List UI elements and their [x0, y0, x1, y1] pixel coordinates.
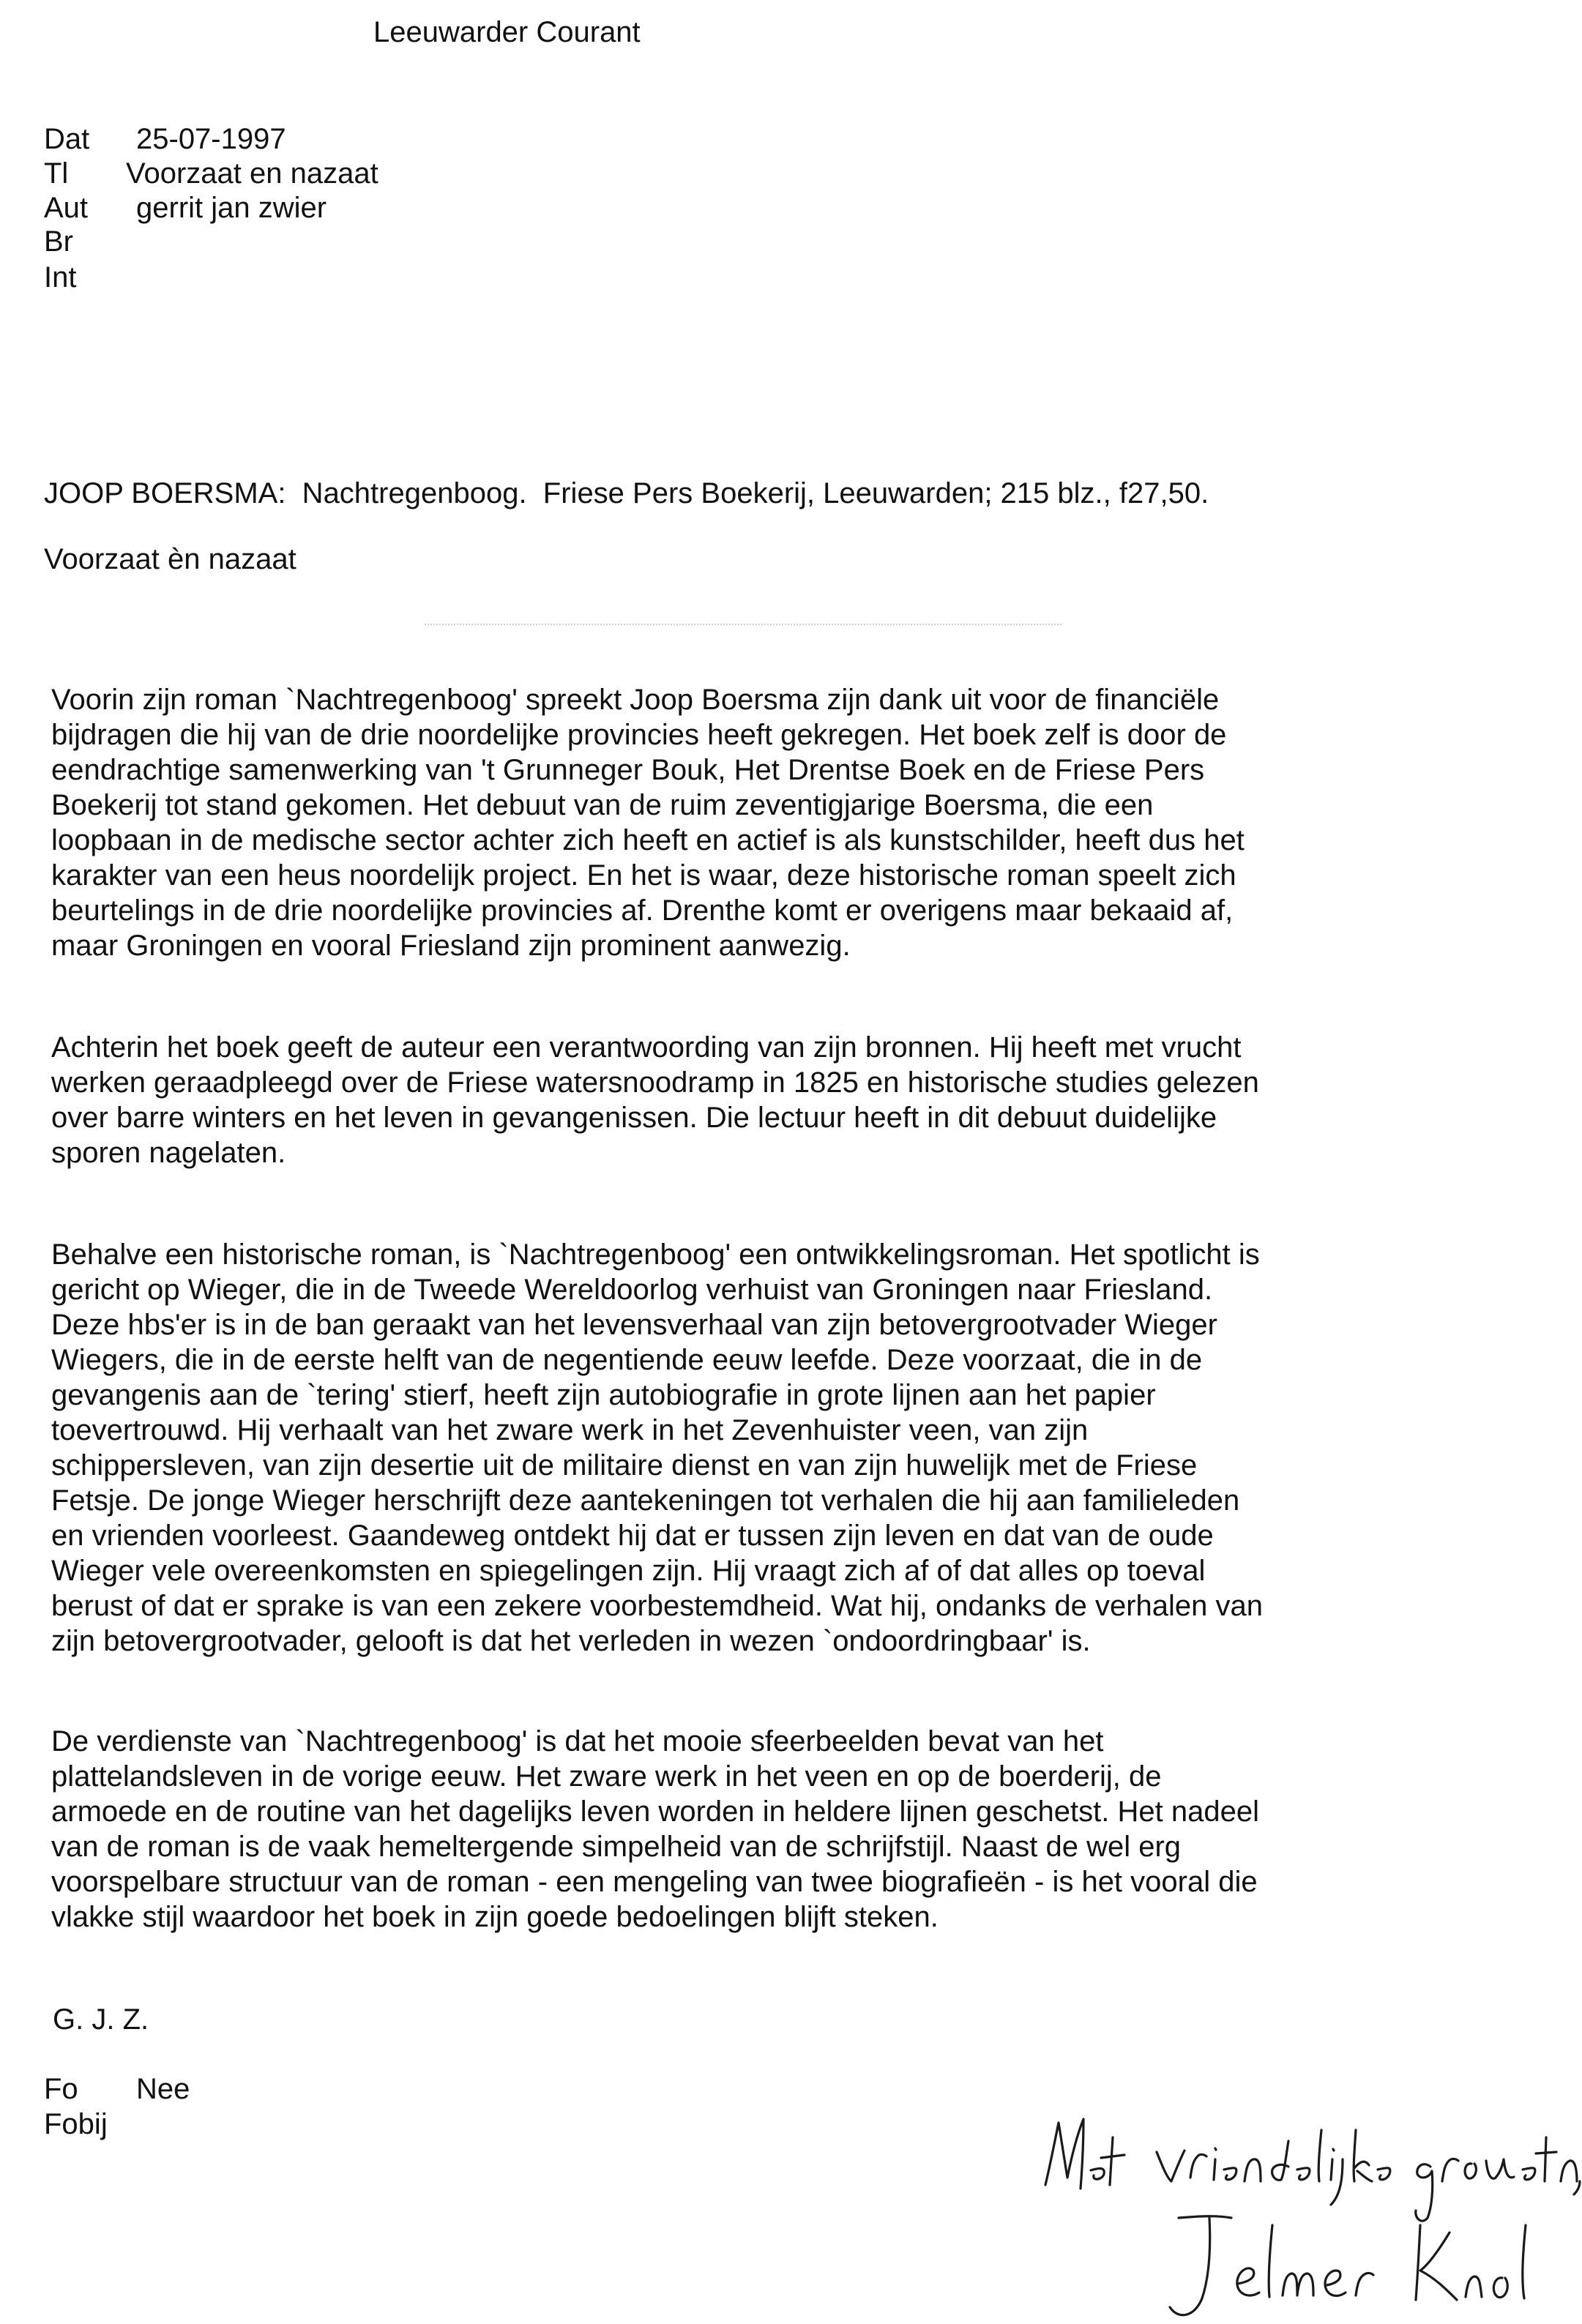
meta-label-author: Aut [44, 192, 89, 224]
paragraph-line: loopbaan in de medische sector achter zich heeft en actief is als kunstschilder, heeft dus het [51, 824, 1245, 856]
paragraph-line: zijn betovergrootvader, gelooft is dat het verleden in wezen `ondoordringbaar' is. [51, 1625, 1091, 1657]
paragraph-line: sporen nagelaten. [51, 1137, 286, 1169]
meta-label-int: Int [44, 261, 77, 294]
masthead: Leeuwarder Courant [373, 16, 641, 48]
signoff-initials: G. J. Z. [53, 2003, 149, 2036]
meta-label-date: Dat [44, 123, 90, 155]
paragraph-line: toevertrouwd. Hij verhaalt van het zware werk in het Zevenhuister veen, van zijn [51, 1414, 1089, 1446]
paragraph-line: bijdragen die hij van de drie noordelijke provincies heeft gekregen. Het boek zelf is door de [51, 719, 1227, 751]
paragraph-line: Achterin het boek geeft de auteur een verantwoording van zijn bronnen. Hij heeft met vrucht [51, 1031, 1242, 1064]
paragraph-line: karakter van een heus noordelijk project. En het is waar, deze historische roman speelt zich [51, 859, 1236, 892]
paragraph-line: beurtelings in de drie noordelijke provincies af. Drenthe komt er overigens maar bekaaid af, [51, 894, 1234, 927]
paragraph-line: gevangenis aan de `tering' stierf, heeft zijn autobiografie in grote lijnen aan het papier [51, 1379, 1156, 1411]
footer-label-fobij: Fobij [44, 2108, 108, 2140]
paragraph-line: Behalve een historische roman, is `Nachtregenboog' een ontwikkelingsroman. Het spotlicht is [51, 1238, 1260, 1271]
paragraph-line: Voorin zijn roman `Nachtregenboog' spreekt Joop Boersma zijn dank uit voor de financiële [51, 684, 1220, 716]
paragraph-3 [51, 1237, 1398, 1659]
paragraph-line: berust of dat er sprake is van een zekere voorbestemdheid. Wat hij, ondanks de verhalen van [51, 1590, 1264, 1622]
paragraph-line: maar Groningen en vooral Friesland zijn prominent aanwezig. [51, 930, 851, 962]
paragraph-line: eendrachtige samenwerking van 't Grunneger Bouk, Het Drentse Boek en de Friese Pers [51, 754, 1205, 786]
paragraph-4 [51, 1724, 1398, 1935]
paragraph-line: over barre winters en het leven in gevangenissen. Die lectuur heeft in dit debuut duidelijke [51, 1102, 1217, 1134]
paragraph-line: schippersleven, van zijn desertie uit de militaire dienst en van zijn huwelijk met de Friese [51, 1449, 1198, 1482]
meta-label-br: Br [44, 225, 73, 258]
footer-label-fo: Fo [44, 2073, 78, 2105]
headline: Voorzaat èn nazaat [44, 543, 296, 575]
paragraph-line: Wieger vele overeenkomsten en spiegelingen zijn. Hij vraagt zich af of dat alles op toeval [51, 1555, 1206, 1587]
paragraph-line: en vrienden voorleest. Gaandeweg ontdekt hij dat er tussen zijn leven en dat van de oude [51, 1520, 1214, 1552]
paragraph-line: Fetsje. De jonge Wieger herschrijft deze aantekeningen tot verhalen die hij aan familieleden [51, 1484, 1240, 1517]
paragraph-line: plattelandsleven in de vorige eeuw. Het zware werk in het veen en op de boerderij, de [51, 1760, 1162, 1793]
meta-value-date: 25-07-1997 [136, 123, 286, 155]
footer-value-fo: Nee [136, 2073, 190, 2105]
paragraph-line: van de roman is de vaak hemeltergende simpelheid van de schrijfstijl. Naast de wel erg [51, 1831, 1182, 1863]
paragraph-1 [51, 682, 1398, 963]
meta-value-title: Voorzaat en nazaat [126, 157, 378, 190]
paragraph-line: Boekerij tot stand gekomen. Het debuut van de ruim zeventigjarige Boersma, die een [51, 789, 1154, 821]
book-reference: JOOP BOERSMA: Nachtregenboog. Friese Pers Boekerij, Leeuwarden; 215 blz., f27,50. [44, 477, 1209, 509]
paragraph-line: Wiegers, die in de eerste helft van de negentiende eeuw leefde. Deze voorzaat, die in de [51, 1344, 1203, 1376]
paragraph-line: voorspelbare structuur van de roman - een mengeling van twee biografieën - is het vooral die [51, 1866, 1258, 1898]
meta-label-title: Tl [44, 157, 69, 190]
paragraph-line: gericht op Wieger, die in de Tweede Wereldoorlog verhuist van Groningen naar Friesland. [51, 1274, 1213, 1306]
paragraph-line: armoede en de routine van het dagelijks leven worden in heldere lijnen geschetst. Het nadeel [51, 1796, 1259, 1828]
paragraph-line: Deze hbs'er is in de ban geraakt van het levensverhaal van zijn betovergrootvader Wieger [51, 1309, 1217, 1341]
paragraph-2 [51, 1030, 1398, 1170]
handwritten-signature [1040, 2108, 1581, 2324]
paragraph-line: De verdienste van `Nachtregenboog' is dat het mooie sfeerbeelden bevat van het [51, 1725, 1104, 1757]
meta-value-author: gerrit jan zwier [136, 192, 327, 224]
paragraph-line: werken geraadpleegd over de Friese watersnoodramp in 1825 en historische studies gelezen [51, 1066, 1259, 1099]
divider [425, 624, 1061, 625]
paragraph-line: vlakke stijl waardoor het boek in zijn goede bedoelingen blijft steken. [51, 1901, 939, 1933]
